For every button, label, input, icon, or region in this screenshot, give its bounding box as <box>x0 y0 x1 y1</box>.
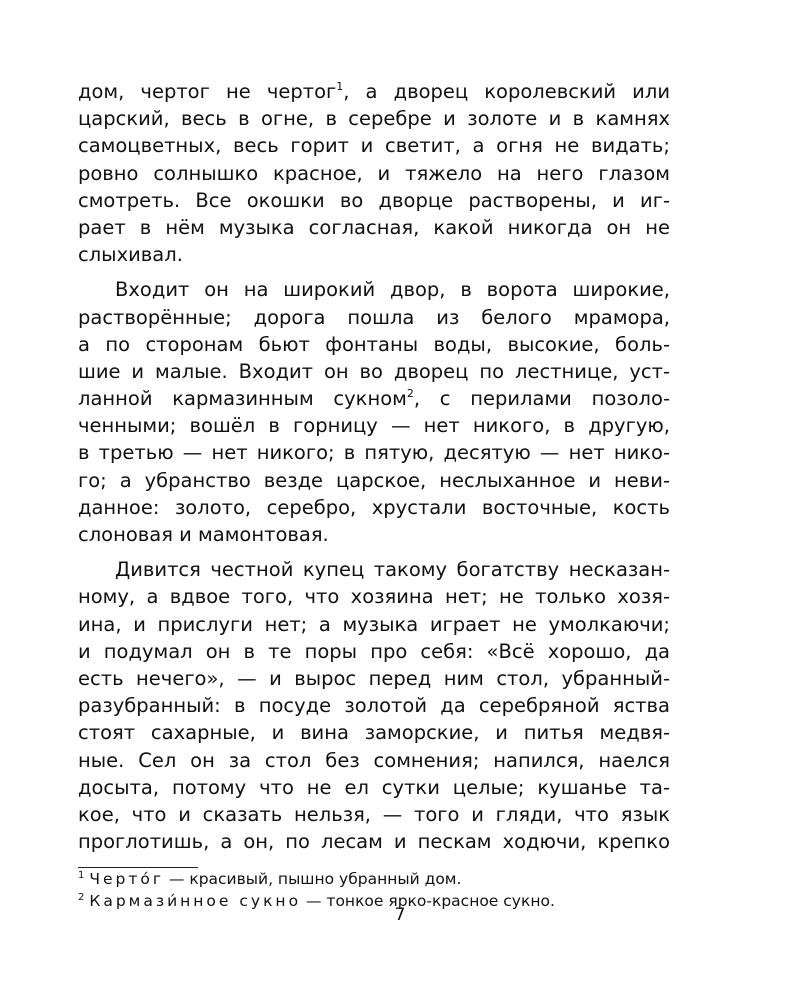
text-line: досыта, потому что не ел сутки целые; кушанье та- <box>78 775 670 799</box>
text-line: проглотишь, а он, по лесам и пескам ходючи, крепко <box>78 830 670 854</box>
paragraph-2 <box>78 276 670 548</box>
footnote-1 <box>78 868 670 890</box>
page-number: 7 <box>394 905 406 925</box>
text-line: Дивится честной купец такому богатству несказан- <box>115 558 670 582</box>
footnote-mark: 2 <box>78 892 85 904</box>
text-line: кое, что и сказать нельзя, — того и гляди, что язык <box>78 802 670 826</box>
footnote-text: — красивый, пышно убранный дом. <box>163 870 462 889</box>
text-line: ные. Сел он за стол без сомнения; напился, наелся <box>78 748 670 772</box>
text-line: Входит он на широкий двор, в ворота широкие, <box>115 278 670 302</box>
text-line: растворённые; дорога пошла из белого мрамора, <box>78 305 670 329</box>
text-line: ланной кармазинным сукном$^2$, с перилами позоло- <box>78 387 670 411</box>
text-line: ровно солнышко красное, и тяжело на него глазом <box>78 161 670 185</box>
footnote-ref-2: 2 <box>406 387 414 401</box>
text-line: слыхивал. <box>78 243 183 267</box>
text-line: а по сторонам бьют фонтаны воды, высокие, боль- <box>78 332 670 356</box>
text-line: дом, чертог не чертог$^1$, а дворец королевский или <box>78 80 670 103</box>
text-line: разубранный: в посуде золотой да серебряной яства <box>78 694 670 718</box>
book-page <box>78 78 670 912</box>
text-line: в третью — нет никого; в пятую, десятую — нет нико- <box>78 441 670 465</box>
text-line: самоцветных, весь горит и светит, а огня не видать; <box>78 134 670 158</box>
text-line: ченными; вошёл в горницу — нет никого, в другую, <box>78 414 670 438</box>
text-line: шие и малые. Входит он во дворец по лестнице, уст- <box>78 359 670 383</box>
text-line: ина, и прислуги нет; а музыка играет не умолкаючи; <box>78 612 670 636</box>
text-line: данное: золото, серебро, хрустали восточные, кость <box>78 495 670 519</box>
footnote-term: Черто́г <box>89 870 164 889</box>
text-line: и подумал он в те поры про себя: «Всё хорошо, да <box>78 639 670 663</box>
footnote-mark: 1 <box>78 870 85 882</box>
footnote-text: — тонкое ярко-красное сукно. <box>301 892 555 911</box>
footnote-ref-1: 1 <box>336 80 344 93</box>
text-line: смотреть. Все окошки во дворце растворены, и иг- <box>78 188 670 212</box>
text-line: стоят сахарные, и вина заморские, и питья медвя- <box>78 721 670 745</box>
text-line: го; а убранство везде царское, неслыханное и неви- <box>78 468 670 492</box>
text-line: есть нечего», — и вырос перед ним стол, убранный- <box>78 666 670 690</box>
text-line: царский, весь в огне, в серебре и золоте и в камнях <box>78 107 670 131</box>
text-line: рает в нём музыка согласная, какой никогда он не <box>78 215 670 239</box>
paragraph-1 <box>78 78 670 268</box>
paragraph-3 <box>78 556 670 855</box>
text-line: слоновая и мамонтовая. <box>78 523 329 546</box>
footnote-term: Кармази́нное сукно <box>89 892 302 911</box>
text-line: ному, а вдвое того, что хозяина нет; не только хозя- <box>78 585 670 609</box>
